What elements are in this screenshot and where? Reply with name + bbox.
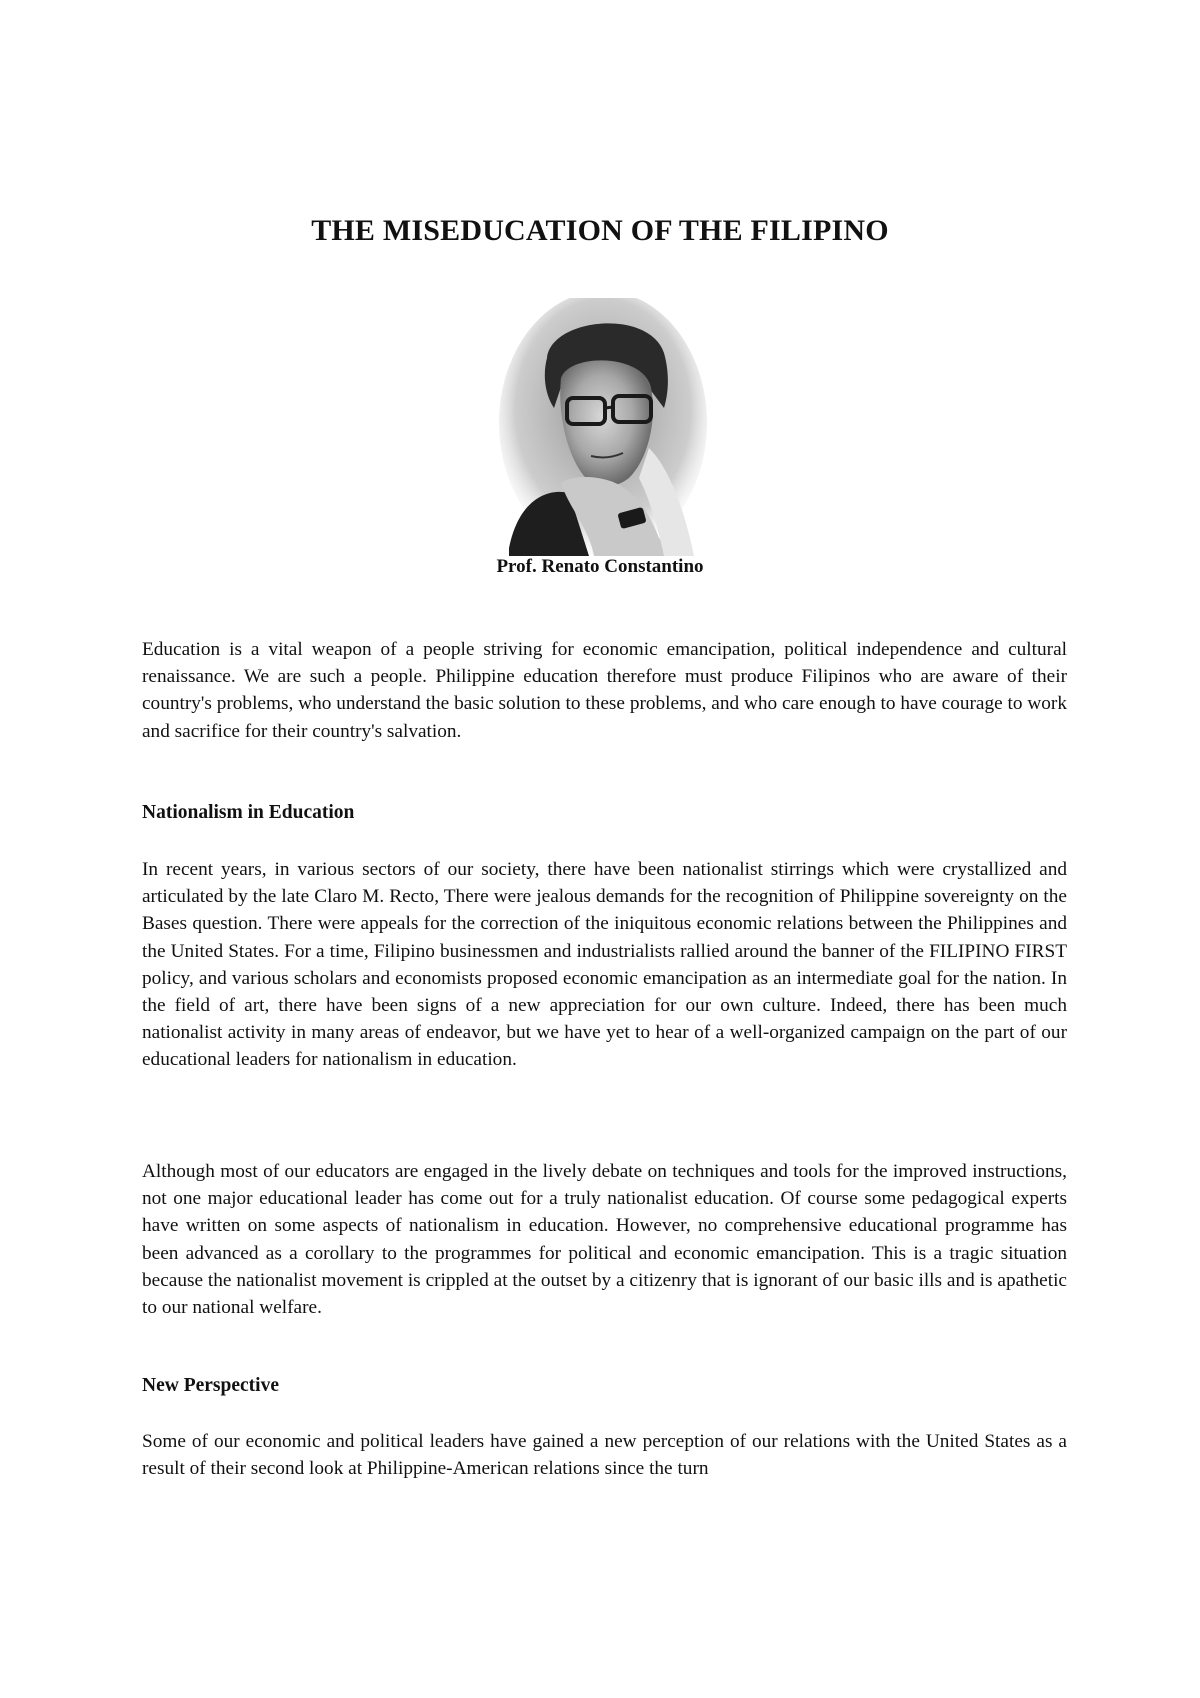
perspective-paragraph-1: Some of our economic and political leaders have gained a new perception of our relations with the United States as a result of their second look at Philippine-American relations since the turn [142, 1431, 1067, 1480]
section-heading-new-perspective: New Perspective [142, 1375, 279, 1396]
nationalism-paragraph-2: Although most of our educators are engaged in the lively debate on techniques and tools for the improved instructions, not one major educational leader has come out for a truly nationalist education. Of course some pedagogical experts have written on some aspects of nationalism in education. However, no comprehensive educational programme has been advanced as a corollary to the programmes for political and economic emancipation. This is a tragic situation because the nationalist movement is crippled at the outset by a citizenry that is ignorant of our basic ills and is apathetic to our national welfare. [142, 1161, 1067, 1319]
intro-paragraph: Education is a vital weapon of a people striving for economic emancipation, political independence and cultural renaissance. We are such a people. Philippine education therefore must produce Filipinos who are aware of their country's problems, who understand the basic solution to these problems, and who care enough to have courage to work and sacrifice for their country's salvation. [142, 639, 1067, 742]
nationalism-paragraph-1: In recent years, in various sectors of our society, there have been nationalist stirrings which were crystallized and articulated by the late Claro M. Recto, There were jealous demands for the recognition of Philippine sovereignty on the Bases question. There were appeals for the correction of the iniquitous economic relations between the Philippines and the United States. For a time, Filipino businessmen and industrialists rallied around the banner of the FILIPINO FIRST policy, and various scholars and economists proposed economic emancipation as an intermediate goal for the nation. In the field of art, there have been signs of a new appreciation for our own culture. Indeed, there has been much nationalist activity in many areas of endeavor, but we have yet to hear of a well-organized campaign on the part of our educational leaders for nationalism in education. [142, 859, 1067, 1071]
document-title: THE MISEDUCATION OF THE FILIPINO [311, 214, 889, 247]
portrait-caption: Prof. Renato Constantino [496, 556, 704, 577]
section-heading-nationalism: Nationalism in Education [142, 802, 355, 823]
author-portrait [499, 298, 707, 556]
